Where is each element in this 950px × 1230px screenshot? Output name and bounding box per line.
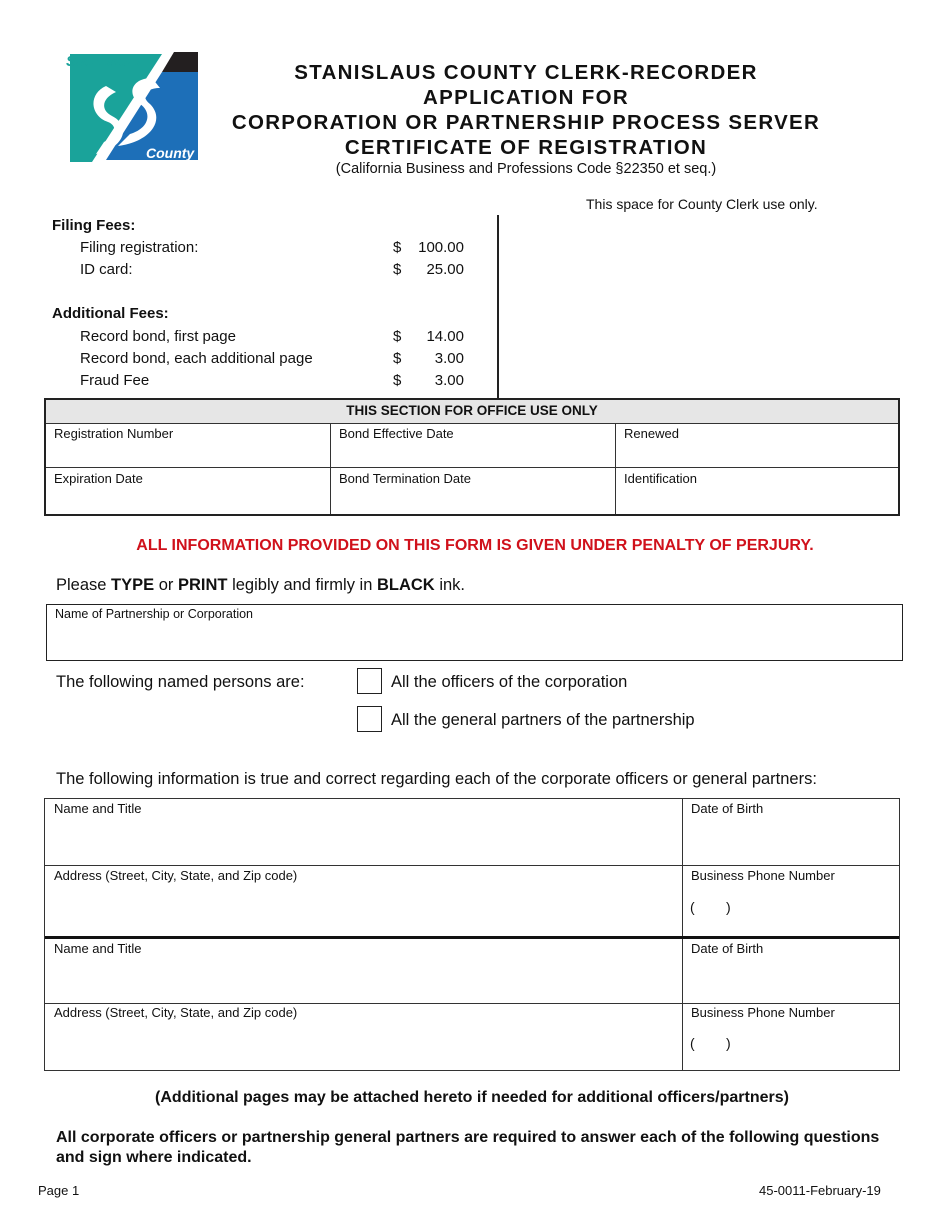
form-title — [200, 60, 852, 177]
title-line: CORPORATION OR PARTNERSHIP PROCESS SERVER — [231, 111, 821, 134]
office-use-table — [44, 398, 900, 516]
perjury-warning: ALL INFORMATION PROVIDED ON THIS FORM IS GIVEN UNDER PENALTY OF PERJURY. — [136, 537, 814, 554]
officer-phone-field[interactable]: Business Phone Number — [691, 1005, 835, 1020]
registration-number-field[interactable]: Registration Number — [54, 426, 174, 441]
ink-instruction — [56, 576, 465, 595]
partners-checkbox[interactable] — [357, 706, 382, 732]
fee-label: Fraud Fee — [80, 372, 150, 389]
officers-table — [44, 798, 900, 1071]
fee-amount: 3.00 — [434, 372, 464, 389]
table-divider — [46, 423, 898, 424]
table-divider — [682, 799, 683, 1070]
table-divider — [46, 467, 898, 468]
instruction-text: ink. — [434, 576, 465, 594]
officer-dob-field[interactable]: Date of Birth — [691, 801, 764, 816]
officers-checkbox[interactable] — [357, 668, 382, 694]
fee-currency: $ — [393, 261, 402, 278]
officer-name-title-field[interactable]: Name and Title — [54, 801, 142, 816]
fee-label: Record bond, each additional page — [80, 350, 313, 367]
fee-amount: 14.00 — [426, 328, 464, 345]
title-line: CERTIFICATE OF REGISTRATION — [344, 136, 708, 159]
fee-currency: $ — [393, 350, 402, 367]
named-persons-label: The following named persons are: — [56, 673, 305, 691]
renewed-field[interactable]: Renewed — [624, 426, 679, 441]
bond-termination-date-field[interactable]: Bond Termination Date — [339, 471, 472, 486]
officers-info-statement: The following information is true and correct regarding each of the corporate officers or general partners: — [56, 770, 817, 788]
expiration-date-field[interactable]: Expiration Date — [54, 471, 143, 486]
fee-label: ID card: — [80, 261, 133, 278]
phone-paren: ) — [726, 1035, 731, 1051]
officer-address-field[interactable]: Address (Street, City, State, and Zip code) — [54, 1005, 298, 1020]
identification-field[interactable]: Identification — [624, 471, 697, 486]
table-divider — [45, 1003, 899, 1004]
fee-currency: $ — [393, 372, 402, 389]
table-divider — [45, 865, 899, 866]
officer-name-title-field[interactable]: Name and Title — [54, 941, 142, 956]
fee-divider — [497, 215, 499, 398]
partners-option-label: All the general partners of the partnership — [391, 711, 695, 729]
officer-address-field[interactable]: Address (Street, City, State, and Zip code) — [54, 868, 298, 883]
required-answers-note: All corporate officers or partnership general partners are required to answer each of the following questions and sign where indicated. — [56, 1129, 880, 1166]
logo-bottom-word: County — [146, 145, 195, 161]
form-id: 45-0011-February-19 — [759, 1183, 881, 1198]
bond-effective-date-field[interactable]: Bond Effective Date — [339, 426, 454, 441]
phone-paren: ( — [690, 1035, 695, 1051]
fee-currency: $ — [393, 328, 402, 345]
title-line: STANISLAUS COUNTY CLERK-RECORDER — [294, 61, 758, 84]
logo-top-word: Stanislaus — [66, 53, 142, 70]
table-divider — [330, 423, 331, 514]
fee-currency: $ — [393, 239, 402, 256]
officer-separator — [45, 936, 899, 939]
phone-paren: ) — [726, 899, 731, 915]
instruction-black: BLACK — [376, 576, 435, 594]
county-logo-graphic — [66, 50, 198, 164]
table-divider — [615, 423, 616, 514]
filing-fees-heading: Filing Fees: — [52, 217, 136, 234]
instruction-text: Please — [56, 576, 112, 594]
additional-pages-note: (Additional pages may be attached hereto if needed for additional officers/partners) — [155, 1089, 789, 1106]
fee-label: Filing registration: — [80, 239, 199, 256]
clerk-use-note: This space for County Clerk use only. — [586, 196, 818, 212]
instruction-text: legibly and firmly in — [227, 576, 377, 594]
officers-option-label: All the officers of the corporation — [391, 673, 628, 691]
title-subtitle: (California Business and Professions Code §22350 et seq.) — [335, 161, 717, 177]
fee-amount: 3.00 — [434, 350, 464, 367]
title-line: APPLICATION FOR — [423, 86, 629, 109]
phone-paren: ( — [690, 899, 695, 915]
officer-dob-field[interactable]: Date of Birth — [691, 941, 764, 956]
instruction-type: TYPE — [111, 576, 155, 594]
fee-amount: 25.00 — [426, 261, 464, 278]
fee-amount: 100.00 — [418, 239, 464, 256]
fee-label: Record bond, first page — [80, 328, 236, 345]
field-label: Name of Partnership or Corporation — [55, 607, 254, 621]
page-number: Page 1 — [38, 1183, 80, 1198]
office-use-heading: THIS SECTION FOR OFFICE USE ONLY — [46, 400, 898, 423]
additional-fees-heading: Additional Fees: — [52, 305, 169, 322]
county-logo — [66, 50, 198, 164]
officer-phone-field[interactable]: Business Phone Number — [691, 868, 835, 883]
instruction-text: or — [154, 576, 178, 594]
instruction-print: PRINT — [178, 576, 228, 594]
partnership-corporation-name-field[interactable] — [46, 604, 903, 661]
